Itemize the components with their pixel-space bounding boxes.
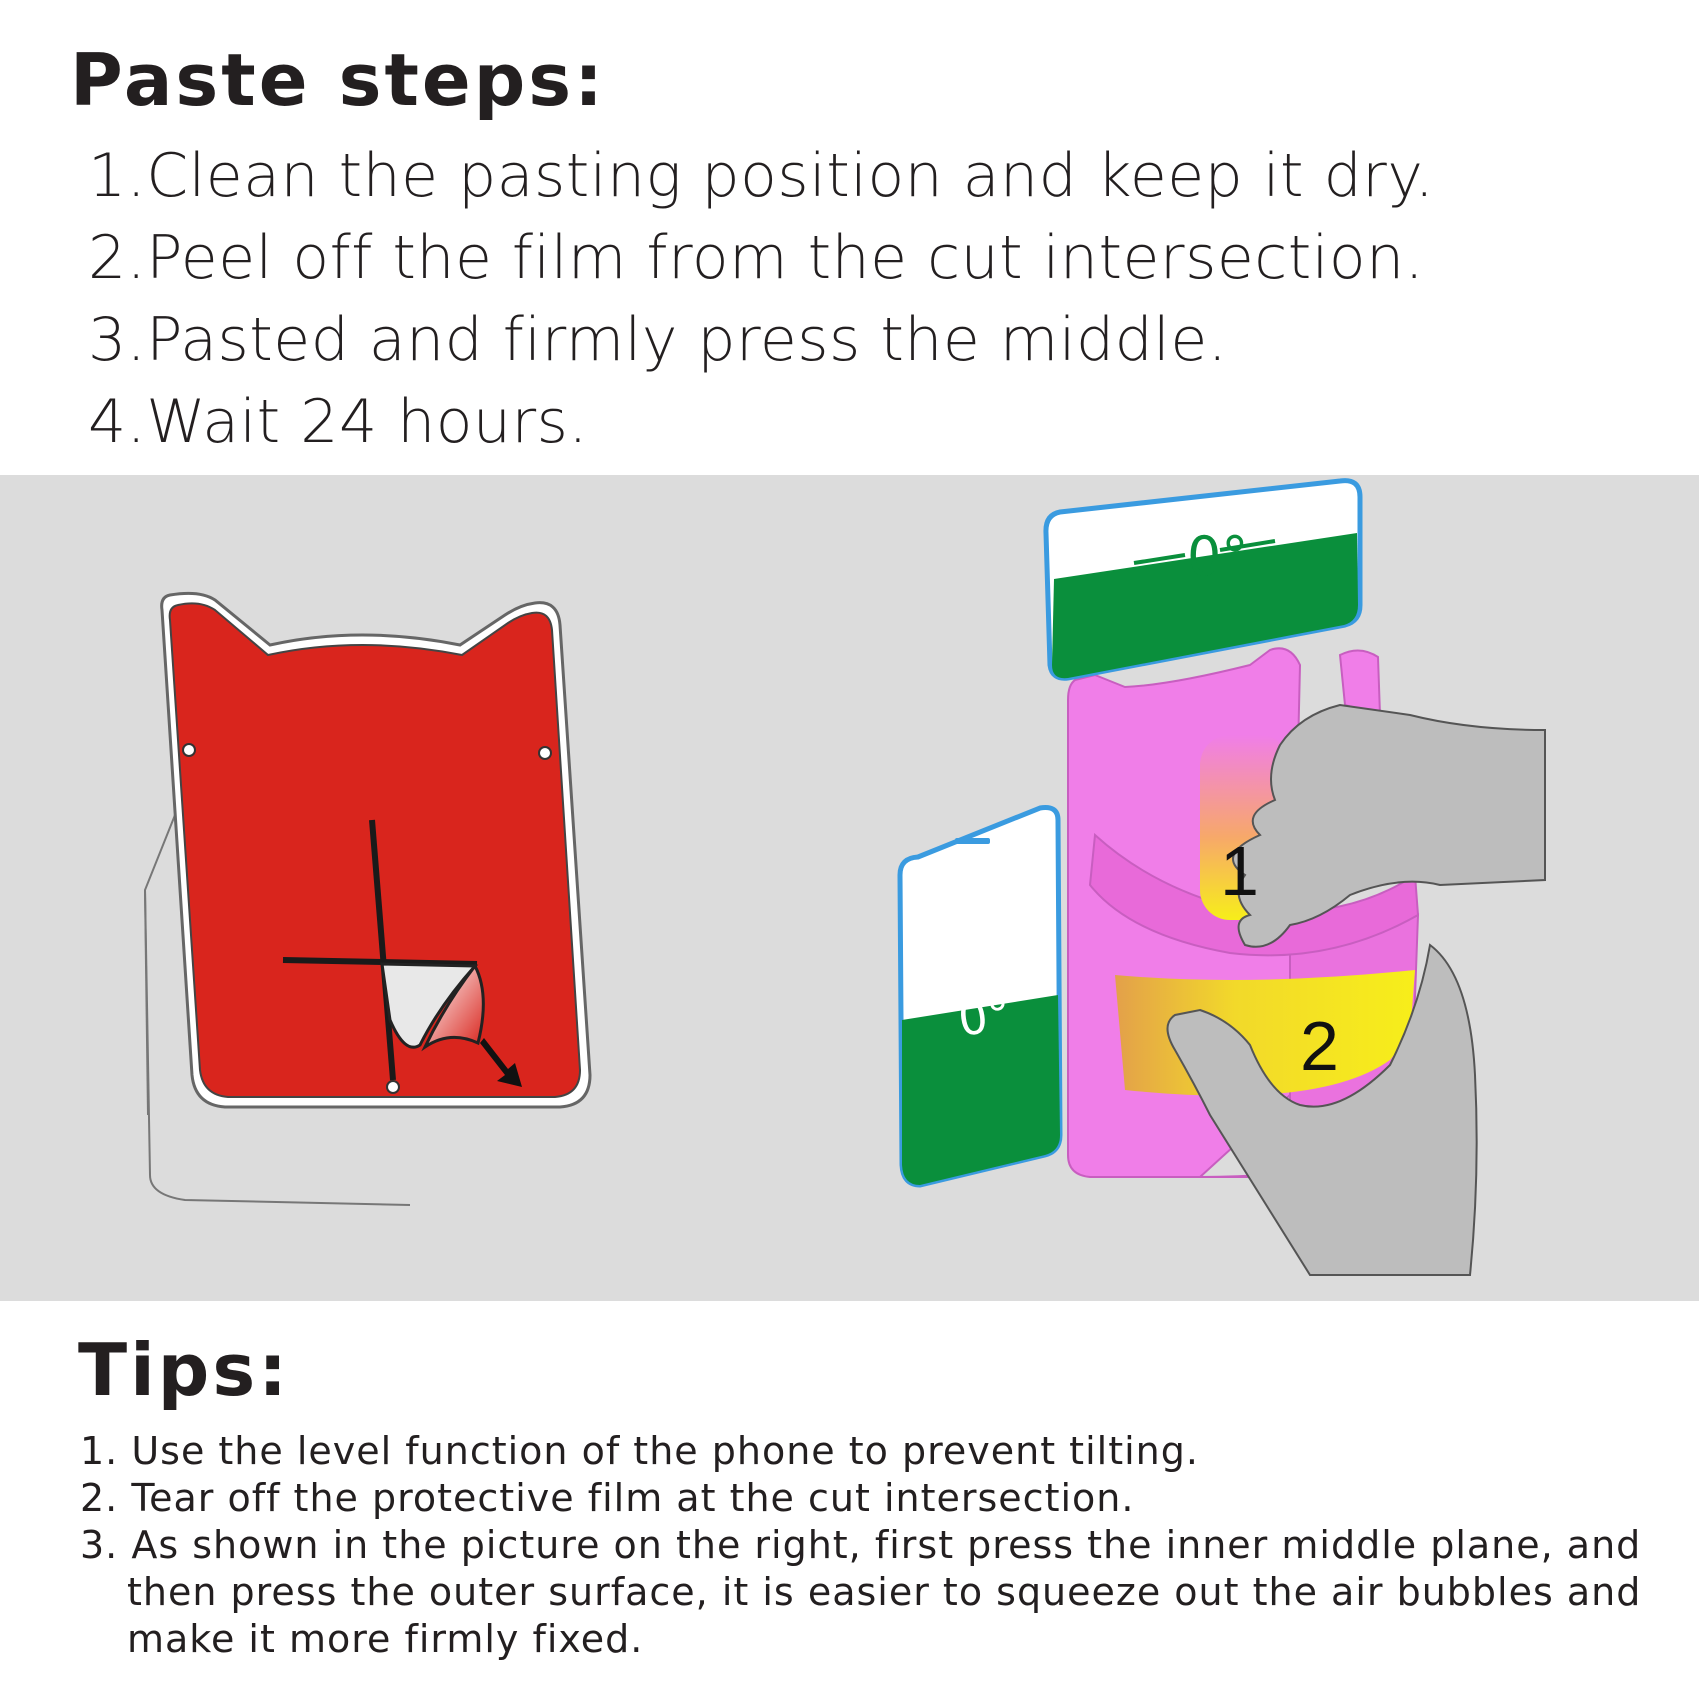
paste-steps-title: Paste steps: (70, 38, 606, 122)
illustration-panel (0, 475, 1699, 1301)
adhesive-pad (162, 593, 590, 1107)
level-reading-side: 0° (954, 986, 1015, 1047)
pad-hole-left (183, 744, 195, 756)
tips-list (80, 1428, 1680, 1663)
phone-side (900, 808, 1060, 1186)
pad-hole-bottom (387, 1081, 399, 1093)
paste-steps-list (88, 135, 1434, 463)
cut-line-horizontal (283, 960, 477, 964)
phone-top (1046, 481, 1360, 679)
step-item-2: 2.Peel off the film from the cut intersection. (88, 223, 1425, 293)
tip-item-2: 2. Tear off the protective film at the cut intersection. (80, 1476, 1135, 1520)
step-item-1: 1.Clean the pasting position and keep it dry. (88, 141, 1435, 211)
tips-title: Tips: (78, 1328, 290, 1412)
press-marker-2: 2 (1300, 1007, 1339, 1085)
tip-item-3: 3. As shown in the picture on the right, first press the inner middle plane, and then press the outer surface, it is easier to squeeze out the air bubbles and make it more firmly fixed. (80, 1523, 1642, 1661)
illustration-svg (0, 475, 1699, 1301)
level-reading-top: 0° (1187, 525, 1249, 588)
tip-item-1: 1. Use the level function of the phone to prevent tilting. (80, 1429, 1199, 1473)
step-item-4: 4.Wait 24 hours. (88, 387, 588, 457)
press-marker-1: 1 (1220, 832, 1259, 910)
pad-hole-right (539, 747, 551, 759)
step-item-3: 3.Pasted and firmly press the middle. (88, 305, 1228, 375)
